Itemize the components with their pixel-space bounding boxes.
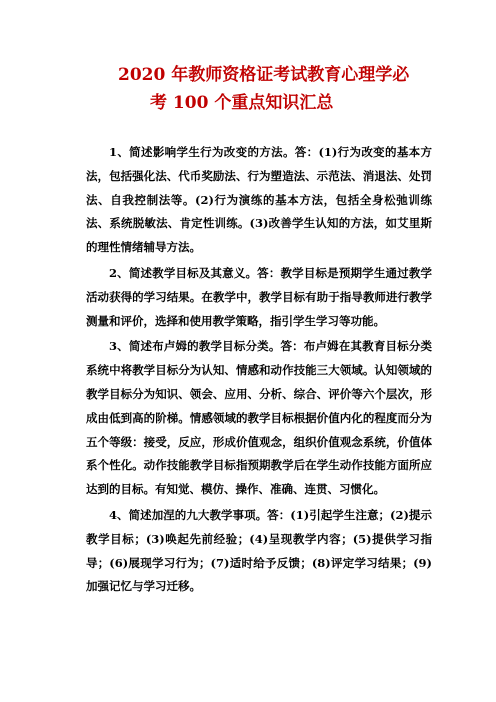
paragraph-3: 3、简述布卢姆的教学目标分类。答：布卢姆在其教育目标分类系统中将教学目标分为认知、情感和动作技能三大领域。认知领域的教学目标分为知识、领会、应用、分析、综合、评价等六个层次，形成由低到高的阶梯。情感领域的教学目标根据价值内化的程度而分为五个等级：接受，反应，形成价值观念，组织价值观念系统，价值体系个性化。动作技能教学目标指预期教学后在学生动作技能方面所应达到的目标。有知觉、模仿、操作、准确、连贯、习惯化。 — [86, 339, 432, 497]
title-line-1: 2020 年教师资格证考试教育心理学必 — [118, 65, 410, 85]
paragraph-4: 4、简述加涅的九大教学事项。答：(1)引起学生注意；(2)提示教学目标；(3)唤起先前经验；(4)呈现教学内容；(5)提供学习指导；(6)展现学习行为；(7)适时给予反馈；(8)评定学习结果；(9)加强记忆与学习迁移。 — [86, 507, 432, 594]
title-line-2: 考 100 个重点知识汇总 — [150, 93, 334, 113]
paragraph-2: 2、简述教学目标及其意义。答：教学目标是预期学生通过教学活动获得的学习结果。在教学中，教学目标有助于指导教师进行教学测量和评价，选择和使用教学策略，指引学生学习等功能。 — [86, 265, 432, 328]
paragraph-1: 1、简述影响学生行为改变的方法。答：(1)行为改变的基本方法，包括强化法、代币奖励法、行为塑造法、示范法、消退法、处罚法、自我控制法等。(2)行为演练的基本方法，包括全身松弛训练法、系统脱敏法、肯定性训练。(3)改善学生认知的方法，如艾里斯的理性情绪辅导方法。 — [86, 145, 432, 255]
document-body — [86, 141, 432, 601]
